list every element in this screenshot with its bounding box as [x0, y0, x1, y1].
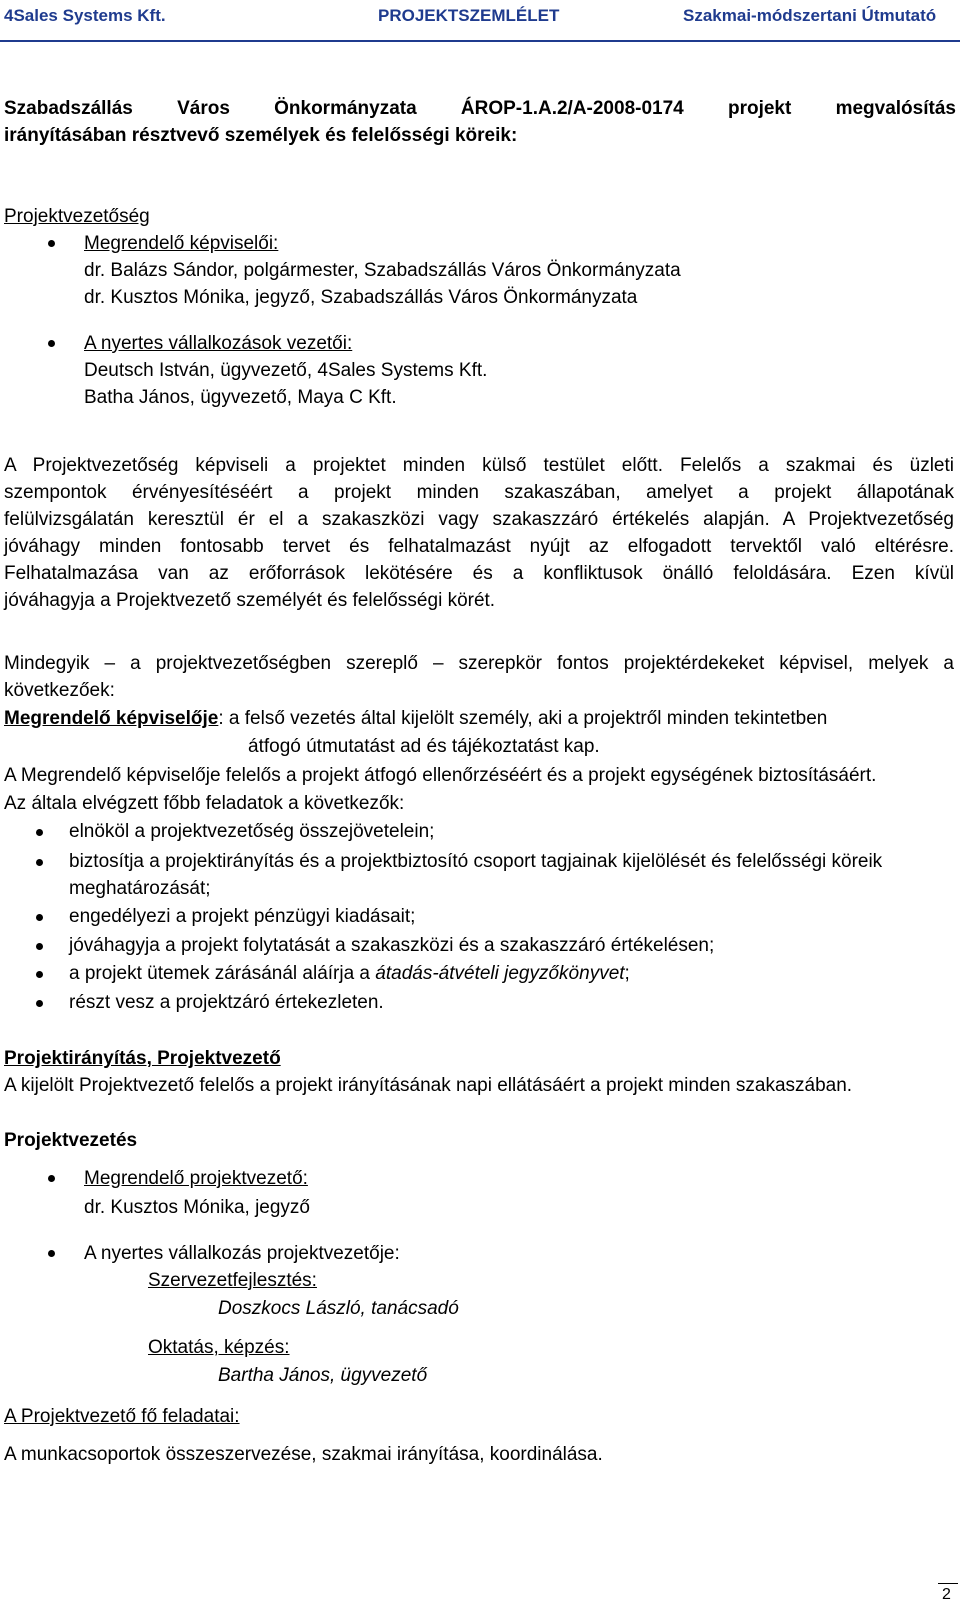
- definition-term: Megrendelő képviselője: [4, 708, 219, 729]
- list-item-line: Batha János, ügyvezető, Maya C Kft.: [84, 387, 397, 408]
- sub-label: Oktatás, képzés:: [148, 1337, 290, 1358]
- bullet-icon: [36, 914, 43, 921]
- list-item: engedélyezi a projekt pénzügyi kiadásait;: [69, 906, 416, 927]
- title-word: Önkormányzata: [274, 98, 417, 119]
- list-item-label: Megrendelő projektvezető:: [84, 1168, 308, 1189]
- paragraph-line: jóváhagy minden fontosabb tervet és felhatalmazást nyújt az elfogadott tervektől való eltérésre.: [4, 536, 954, 557]
- header-company: 4Sales Systems Kft.: [4, 6, 166, 25]
- list-item-line: dr. Kusztos Mónika, jegyző, Szabadszállás Város Önkormányzata: [84, 287, 638, 308]
- bullet-icon: [48, 340, 55, 347]
- list-item-line: dr. Kusztos Mónika, jegyző: [84, 1197, 310, 1218]
- list-item-label: A nyertes vállalkozás projektvezetője:: [84, 1243, 400, 1264]
- section-heading-projektvezetes: Projektvezetés: [4, 1130, 138, 1151]
- section-heading-projektiranyitas: Projektirányítás, Projektvezető: [4, 1048, 281, 1069]
- list-item: elnököl a projektvezetőség összejövetelein;: [69, 821, 435, 842]
- paragraph-line: A Megrendelő képviselője felelős a projekt átfogó ellenőrzéséért és a projekt egységének biztosításáért.: [4, 765, 877, 786]
- main-tasks-text: A munkacsoportok összeszervezése, szakmai irányítása, koordinálása.: [4, 1444, 603, 1465]
- bullet-icon: [48, 1250, 55, 1257]
- page-title: [4, 95, 956, 149]
- sub-name: Doszkocs László, tanácsadó: [218, 1298, 459, 1319]
- paragraph-line: jóváhagyja a Projektvezető személyét és felelősségi körét.: [4, 590, 496, 611]
- bullet-icon: [36, 971, 43, 978]
- bullet-icon: [36, 859, 43, 866]
- definition-text: : a felső vezetés által kijelölt személy, aki a projektről minden tekintetben: [218, 708, 828, 729]
- title-word: megvalósítás: [835, 98, 956, 119]
- title-line-2: irányításában résztvevő személyek és felelősségi köreik:: [4, 125, 518, 146]
- footer-rule: [938, 1583, 958, 1584]
- section-heading-projektvezetoseg: Projektvezetőség: [4, 206, 150, 227]
- paragraph-line: szempontok érvényesítéséért a projekt minden szakaszában, amelyet a projekt állapotának: [4, 482, 954, 503]
- paragraph-line: A Projektvezetőség képviseli a projektet minden külső testület előtt. Felelős a szakmai és üzleti: [4, 455, 954, 476]
- title-word: Város: [177, 98, 230, 119]
- definition-line: [4, 705, 954, 732]
- title-word: projekt: [727, 98, 792, 119]
- paragraph-line: következőek:: [4, 680, 115, 701]
- definition-continuation: átfogó útmutatást ad és tájékoztatást kap.: [248, 736, 600, 757]
- paragraph-line: Az általa elvégzett főbb feladatok a következők:: [4, 793, 405, 814]
- list-item-continuation: meghatározását;: [69, 878, 211, 899]
- title-word: Szabadszállás: [4, 98, 133, 119]
- main-tasks-label: A Projektvezető fő feladatai:: [4, 1406, 240, 1427]
- header-rule: [0, 40, 960, 42]
- page-number: 2: [942, 1586, 951, 1603]
- bullet-icon: [36, 829, 43, 836]
- title-word: ÁROP-1.A.2/A-2008-0174: [460, 98, 684, 119]
- bullet-icon: [36, 943, 43, 950]
- paragraph-line: Mindegyik – a projektvezetőségben szereplő – szerepkör fontos projektérdekeket képvisel, melyek a: [4, 653, 954, 674]
- paragraph-line: Felhatalmazása van az erőforrások lekötésére és a konfliktusok önálló feloldására. Ezen kívül: [4, 563, 954, 584]
- list-item-label: A nyertes vállalkozások vezetői:: [84, 333, 353, 354]
- list-item: jóváhagyja a projekt folytatását a szakaszközi és a szakaszzáró értékelésen;: [69, 935, 715, 956]
- list-item: biztosítja a projektirányítás és a projektbiztosító csoport tagjainak kijelölését és felelősségi köreik: [69, 851, 883, 872]
- list-item-text: ;: [624, 963, 630, 984]
- list-item-line: Deutsch István, ügyvezető, 4Sales Systems Kft.: [84, 360, 488, 381]
- list-item-line: dr. Balázs Sándor, polgármester, Szabadszállás Város Önkormányzata: [84, 260, 681, 281]
- paragraph-line: felülvizsgálatán keresztül ér el a szakaszközi vagy szakaszzáró értékelés alapján. A Projektvezetőség: [4, 509, 954, 530]
- list-item: részt vesz a projektzáró értekezleten.: [69, 992, 384, 1013]
- list-item-text: a projekt ütemek zárásánál aláírja a: [69, 963, 376, 984]
- list-item-italic: átadás-átvételi jegyzőkönyvet: [375, 963, 625, 984]
- bullet-icon: [36, 1000, 43, 1007]
- sub-label: Szervezetfejlesztés:: [148, 1270, 317, 1291]
- bullet-icon: [48, 240, 55, 247]
- list-item: [69, 960, 630, 987]
- header-doc-type: Szakmai-módszertani Útmutató: [683, 6, 937, 25]
- header-doc-topic: PROJEKTSZEMLÉLET: [378, 6, 560, 25]
- paragraph-line: A kijelölt Projektvezető felelős a projekt irányításának napi ellátásáért a projekt minden szakaszában.: [4, 1075, 853, 1096]
- sub-name: Bartha János, ügyvezető: [218, 1365, 428, 1386]
- bullet-icon: [48, 1175, 55, 1182]
- list-item-label: Megrendelő képviselői:: [84, 233, 279, 254]
